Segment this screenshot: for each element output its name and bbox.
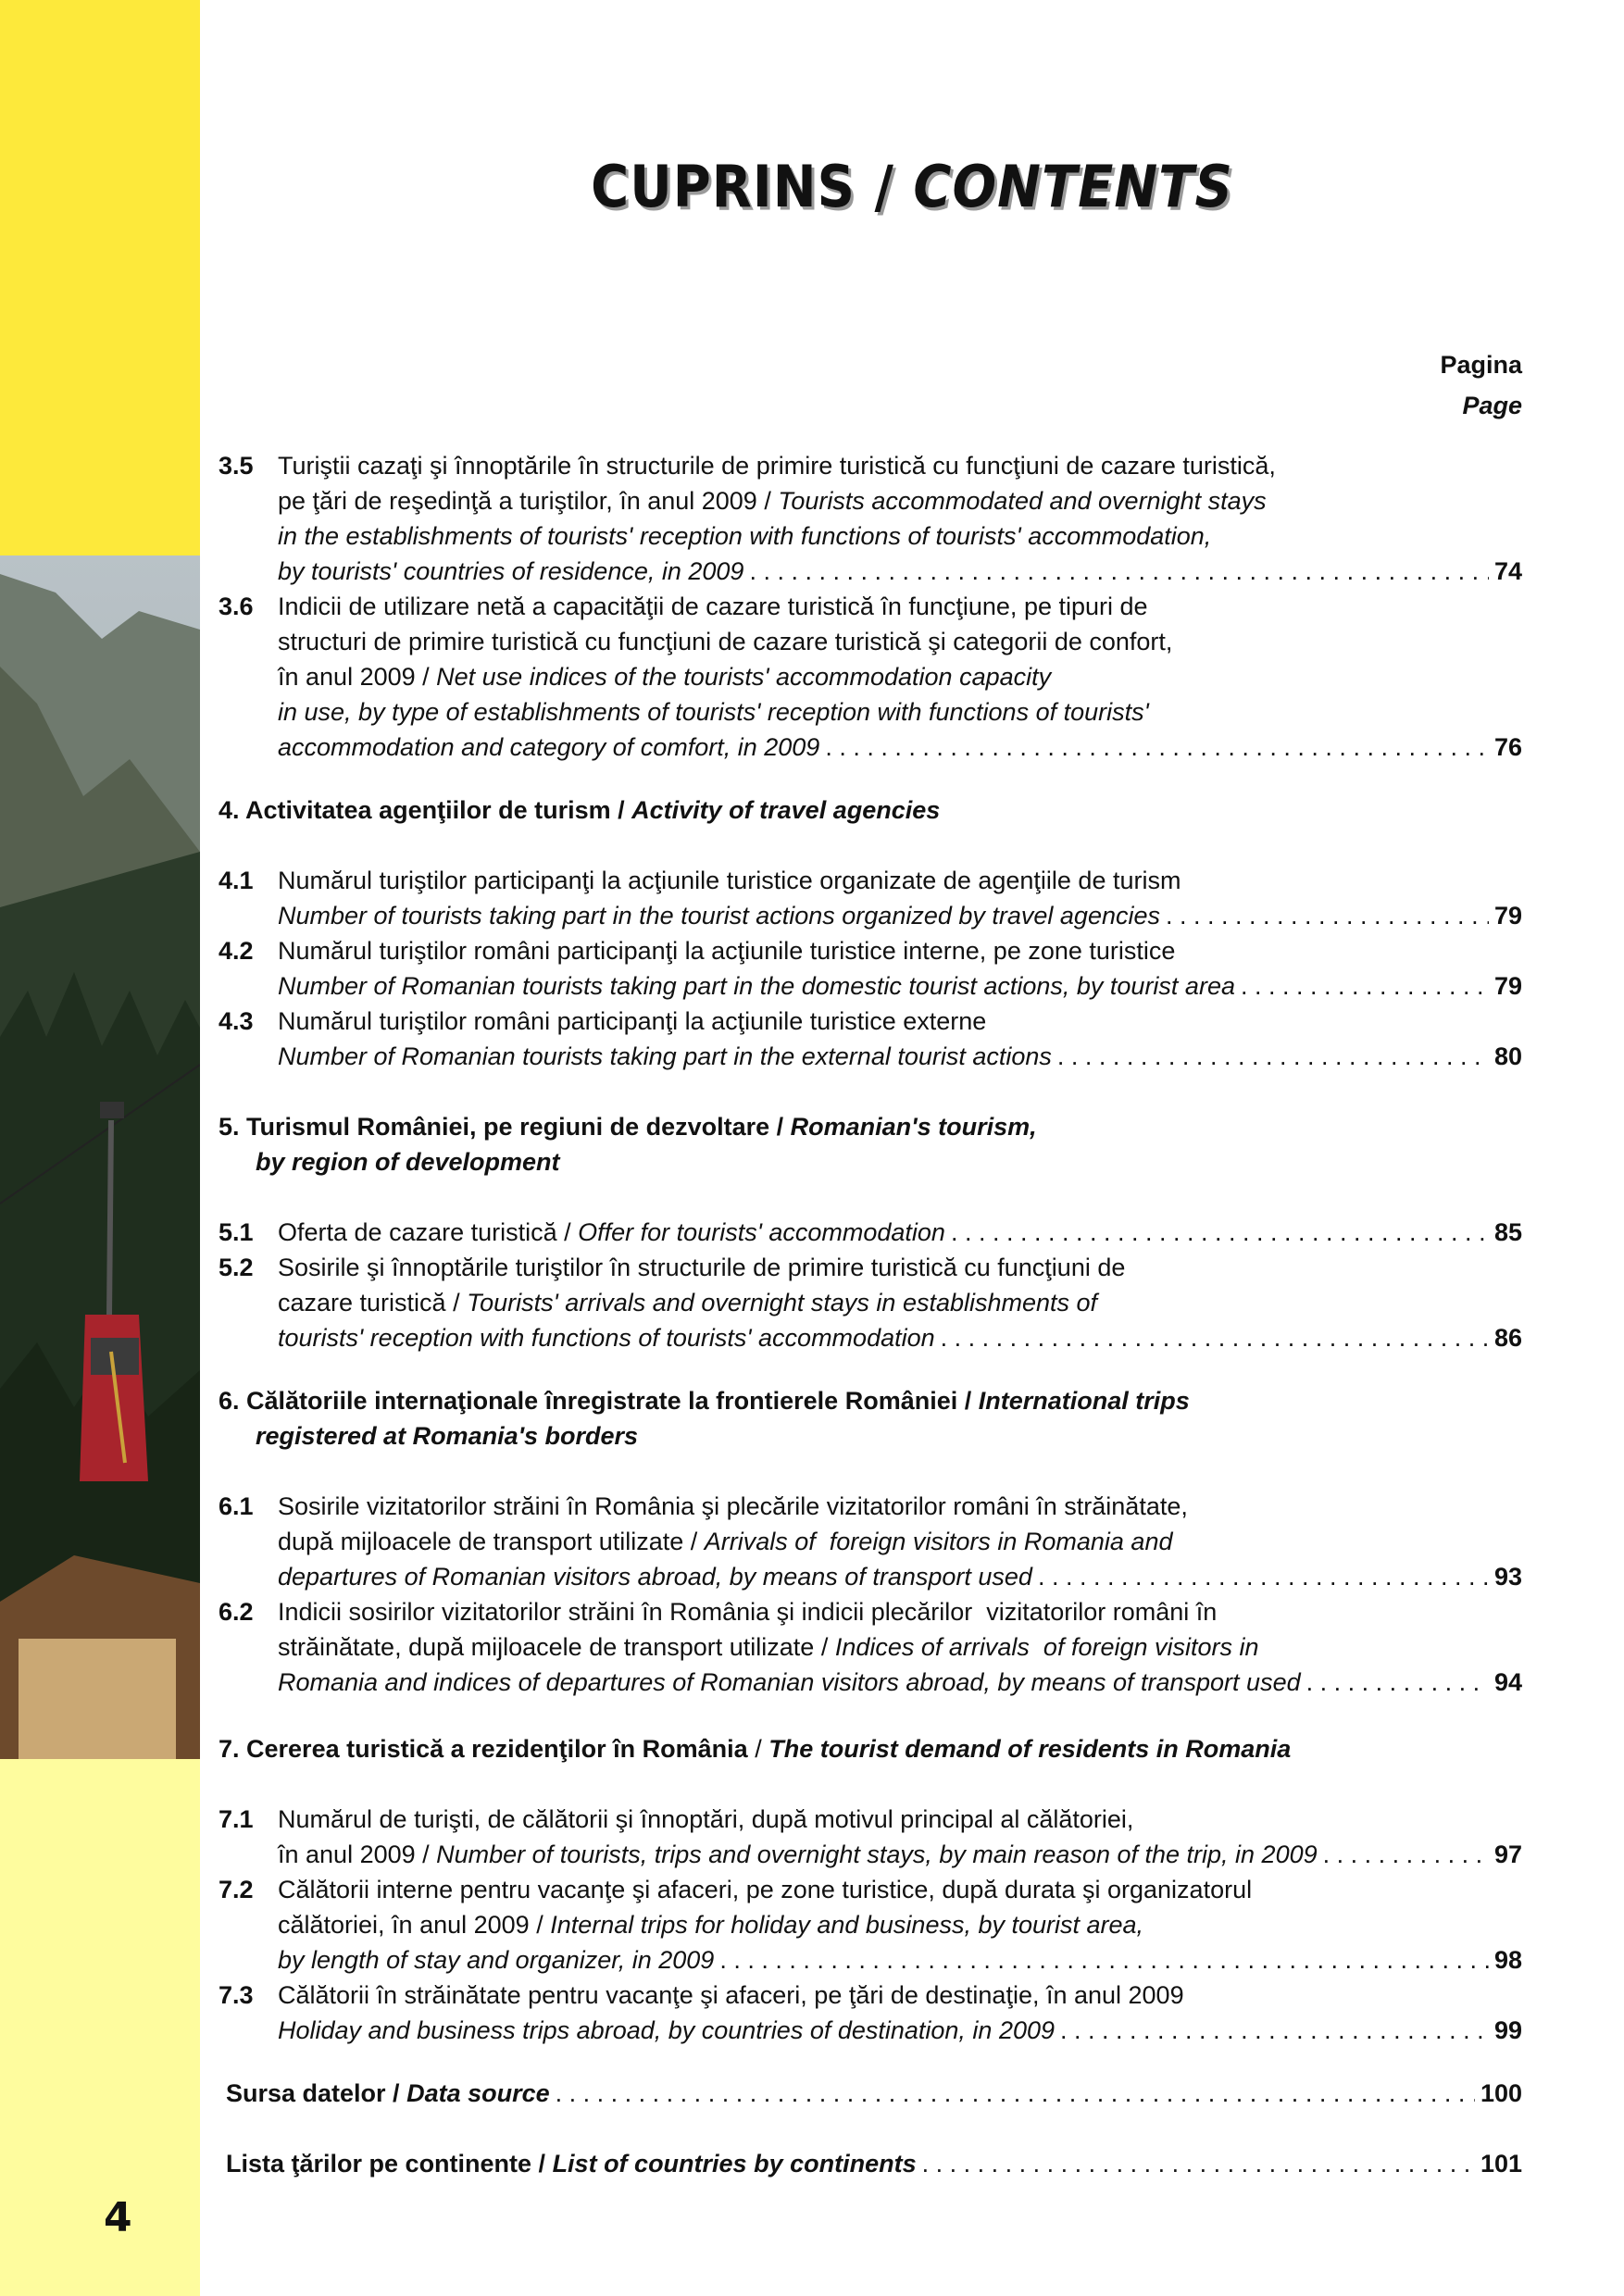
entry-text-en: Tourists' arrivals and overnight stays in establishments of: [467, 1289, 1098, 1316]
toc-entry-5-1[interactable]: [219, 1215, 1522, 1250]
entry-number: 3.6: [219, 593, 254, 620]
entry-number: 3.5: [219, 452, 254, 480]
section-heading-4[interactable]: [219, 792, 1522, 828]
section-title-en: The tourist demand of residents in Romania: [768, 1735, 1292, 1763]
entry-text: călătoriei, în anul 2009 /: [278, 1911, 551, 1939]
pale-yellow-sidebar-band: [0, 1759, 200, 2296]
entry-page: 85: [1493, 1218, 1522, 1246]
entry-text-en: departures of Romanian visitors abroad, by means of transport used: [278, 1563, 1032, 1591]
toc-entry-3-5[interactable]: [219, 448, 1522, 589]
dot-leader: [1306, 1665, 1489, 1700]
entry-text: Lista ţărilor pe continente /: [226, 2150, 553, 2177]
toc-entry-7-1[interactable]: [219, 1802, 1522, 1872]
entry-text: Indicii sosirilor vizitatorilor străini în România şi indicii plecărilor vizitatorilor români în: [278, 1598, 1218, 1626]
entry-page: 101: [1480, 2150, 1522, 2177]
toc-entry-3-6[interactable]: [219, 589, 1522, 765]
entry-number: 5.1: [219, 1218, 254, 1246]
entry-number: 4.2: [219, 937, 254, 965]
entry-text-en: Holiday and business trips abroad, by countries of destination, in 2009: [278, 2016, 1056, 2044]
section-title-en: by region of development: [256, 1148, 560, 1176]
entry-page: 80: [1493, 1042, 1522, 1070]
section-title-ro: 4. Activitatea agenţiilor de turism /: [219, 796, 632, 824]
entry-text-en: Number of Romanian tourists taking part in the external tourist actions: [278, 1042, 1052, 1070]
section-title-en: International trips: [978, 1387, 1190, 1415]
entry-text: în anul 2009 /: [278, 1841, 437, 1868]
entry-page: 74: [1493, 557, 1522, 585]
section-heading-7[interactable]: [219, 1731, 1522, 1766]
cable-car-photo: [0, 555, 200, 1759]
entry-number: 4.1: [219, 867, 254, 894]
section-title-ro: 6. Călătoriile internaţionale înregistrate la frontierele României /: [219, 1387, 979, 1415]
title-sep: /: [855, 154, 914, 221]
toc-entry-data-source[interactable]: [226, 2076, 1522, 2111]
entry-page: 93: [1493, 1563, 1522, 1591]
entry-text-en: by tourists' countries of residence, in 2009: [278, 557, 744, 585]
entry-text: după mijloacele de transport utilizate /: [278, 1528, 705, 1555]
entry-text-en: Indices of arrivals of foreign visitors in: [834, 1633, 1259, 1661]
dot-leader: [1038, 1559, 1489, 1594]
toc-entry-7-2[interactable]: [219, 1872, 1522, 1978]
entry-number: 7.3: [219, 1981, 254, 2009]
toc-entry-4-1[interactable]: [219, 863, 1522, 933]
entry-text: Indicii de utilizare netă a capacităţii de cazare turistică în funcţiune, pe tipuri de: [278, 593, 1148, 620]
section-title-ro: 7. Cererea turistică a rezidenţilor în România: [219, 1735, 756, 1763]
yellow-sidebar-band: [0, 0, 200, 555]
entry-page: 99: [1493, 2016, 1522, 2044]
entry-text: Sursa datelor /: [226, 2079, 407, 2107]
entry-page: 76: [1493, 733, 1522, 761]
entry-text-en: in use, by type of establishments of tourists' reception with functions of tourists': [278, 698, 1149, 726]
dot-leader: [1323, 1837, 1489, 1872]
entry-page: 86: [1493, 1324, 1522, 1352]
page-column-header: [1440, 344, 1522, 426]
toc-entry-4-2[interactable]: [219, 933, 1522, 1004]
entry-text-en: Internal trips for holiday and business, by tourist area,: [550, 1911, 1144, 1939]
mountain-cable-car-image: [0, 555, 200, 1759]
toc-entry-6-1[interactable]: [219, 1489, 1522, 1594]
page-title: [200, 154, 1624, 221]
dot-leader: [749, 554, 1489, 589]
entry-number: 4.3: [219, 1007, 254, 1035]
entry-text: Călătorii în străinătate pentru vacanţe şi afaceri, pe ţări de destinaţie, în anul 2009: [278, 1981, 1184, 2009]
section-title-en: Activity of travel agencies: [631, 796, 941, 824]
dot-leader: [941, 1320, 1489, 1355]
entry-page: 98: [1493, 1946, 1522, 1974]
dot-leader: [1057, 1039, 1489, 1074]
entry-text: Numărul de turişti, de călătorii şi înnoptări, după motivul principal al călătoriei,: [278, 1805, 1134, 1833]
entry-number: 6.1: [219, 1492, 254, 1520]
page-header-en: Page: [1462, 392, 1522, 419]
toc-entry-6-2[interactable]: [219, 1594, 1522, 1700]
entry-text: Turiştii cazaţi şi înnoptările în structurile de primire turistică cu funcţiuni de cazare turistică,: [278, 452, 1276, 480]
title-en: CONTENTS: [913, 154, 1233, 221]
entry-number: 7.1: [219, 1805, 254, 1833]
toc-entry-5-2[interactable]: [219, 1250, 1522, 1355]
entry-page: 79: [1493, 972, 1522, 1000]
entry-page: 97: [1493, 1841, 1522, 1868]
entry-text-en: Net use indices of the tourists' accommodation capacity: [436, 663, 1052, 691]
entry-text-en: Romania and indices of departures of Romanian visitors abroad, by means of transport used: [278, 1668, 1301, 1696]
dot-leader: [1241, 968, 1489, 1004]
entry-text-en: accommodation and category of comfort, in 2009: [278, 733, 820, 761]
entry-text: structuri de primire turistică cu funcţiuni de cazare turistică şi categorii de confort,: [278, 628, 1173, 655]
entry-text-en: List of countries by continents: [552, 2150, 917, 2177]
dot-leader: [825, 730, 1489, 765]
entry-number: 6.2: [219, 1598, 254, 1626]
title-ro: CUPRINS: [591, 154, 856, 221]
page-header-ro: Pagina: [1440, 351, 1522, 379]
entry-text: cazare turistică /: [278, 1289, 468, 1316]
entry-text-en: Number of tourists, trips and overnight stays, by main reason of the trip, in 2009: [436, 1841, 1318, 1868]
entry-text: Numărul turiştilor participanţi la acţiunile turistice organizate de agenţiile de turism: [278, 867, 1181, 894]
entry-number: 7.2: [219, 1876, 254, 1903]
entry-text: Sosirile şi înnoptările turiştilor în structurile de primire turistică cu funcţiuni de: [278, 1254, 1126, 1281]
entry-text-en: Number of tourists taking part in the tourist actions organized by travel agencies: [278, 902, 1160, 930]
dot-leader: [922, 2146, 1475, 2181]
entry-text: străinătate, după mijloacele de transport utilizate /: [278, 1633, 835, 1661]
toc-entry-7-3[interactable]: [219, 1978, 1522, 2048]
dot-leader: [1060, 2013, 1489, 2048]
entry-number: 5.2: [219, 1254, 254, 1281]
entry-page: 79: [1493, 902, 1522, 930]
section-title-ro: 5. Turismul României, pe regiuni de dezvoltare /: [219, 1113, 791, 1141]
dot-leader: [719, 1942, 1489, 1978]
entry-page: 100: [1480, 2079, 1522, 2107]
toc-entry-4-3[interactable]: [219, 1004, 1522, 1074]
entry-text-en: Number of Romanian tourists taking part in the domestic tourist actions, by tourist area: [278, 972, 1235, 1000]
section-title-sep: /: [755, 1735, 769, 1763]
entry-text: Oferta de cazare turistică /: [278, 1218, 579, 1246]
entry-text-en: in the establishments of tourists' reception with functions of tourists' accommodation,: [278, 522, 1212, 550]
entry-text: în anul 2009 /: [278, 663, 437, 691]
dot-leader: [556, 2076, 1475, 2111]
entry-text-en: Offer for tourists' accommodation: [578, 1218, 945, 1246]
entry-text: Numărul turiştilor români participanţi la acţiunile turistice interne, pe zone turistice: [278, 937, 1176, 965]
section-heading-6[interactable]: [219, 1383, 1522, 1454]
entry-text-en: tourists' reception with functions of tourists' accommodation: [278, 1324, 935, 1352]
toc-entry-countries-list[interactable]: [226, 2146, 1522, 2181]
entry-text-en: Data source: [406, 2079, 550, 2107]
entry-text: Numărul turiştilor români participanţi la acţiunile turistice externe: [278, 1007, 987, 1035]
entry-text-en: by length of stay and organizer, in 2009: [278, 1946, 715, 1974]
entry-text: Călătorii interne pentru vacanţe şi afaceri, pe zone turistice, după durata şi organizatorul: [278, 1876, 1253, 1903]
entry-text-en: Arrivals of foreign visitors in Romania and: [704, 1528, 1173, 1555]
entry-page: 94: [1493, 1668, 1522, 1696]
section-heading-5[interactable]: [219, 1109, 1522, 1179]
entry-text-en: Tourists accommodated and overnight stays: [778, 487, 1267, 515]
dot-leader: [1166, 898, 1489, 933]
section-title-en: Romanian's tourism,: [790, 1113, 1037, 1141]
entry-text: Sosirile vizitatorilor străini în România şi plecările vizitatorilor români în străinătate,: [278, 1492, 1188, 1520]
section-title-en: registered at Romania's borders: [256, 1422, 639, 1450]
dot-leader: [951, 1215, 1489, 1250]
entry-text: pe ţări de reşedinţă a turiştilor, în anul 2009 /: [278, 487, 779, 515]
page-number: 4: [104, 2194, 132, 2241]
